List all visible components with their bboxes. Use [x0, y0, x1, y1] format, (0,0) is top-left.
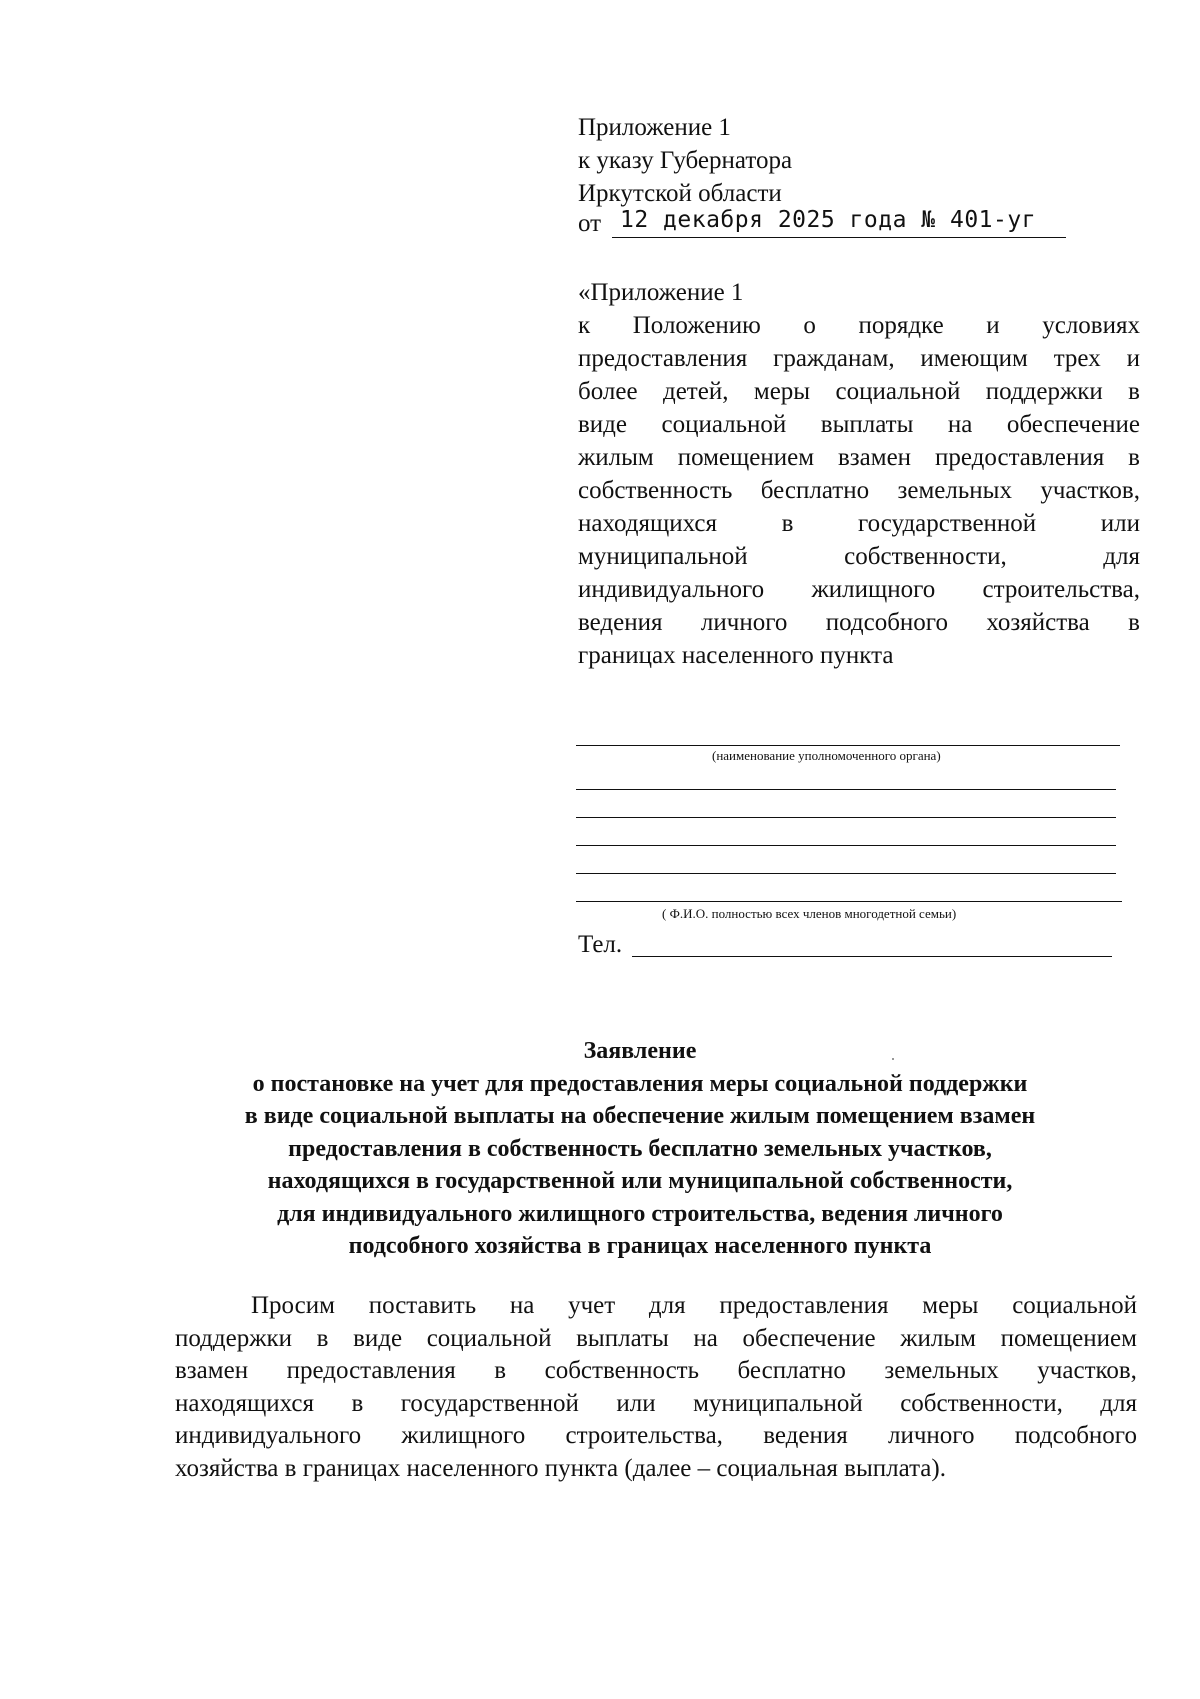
text-line [578, 540, 1140, 573]
word: в [1128, 444, 1140, 471]
header-line-region: Иркутской области [578, 180, 782, 207]
text-line [578, 507, 1140, 540]
word: имеющим [920, 345, 1028, 372]
title-line: для индивидуального жилищного строительства, ведения личного [277, 1200, 1003, 1227]
word: хозяйства [986, 609, 1090, 636]
word: собственность [544, 1357, 700, 1384]
text-line [578, 408, 1140, 441]
word: в [781, 510, 794, 537]
word: строительства, [565, 1422, 723, 1449]
word: бесплатно [760, 477, 870, 504]
appendix-text [578, 309, 1140, 639]
appendix-title: «Приложение 1 [578, 279, 744, 306]
word: участков, [1040, 477, 1140, 504]
word: для [1103, 543, 1140, 570]
text-line [175, 1323, 1137, 1356]
word: государственной [400, 1389, 579, 1417]
word: в [351, 1389, 364, 1417]
word: Просим [251, 1292, 335, 1319]
title-line: предоставления в собственность бесплатно земельных участков, [288, 1135, 992, 1162]
application-body [175, 1290, 1137, 1485]
word: более [578, 378, 638, 405]
word: личного [700, 609, 788, 636]
text-line [175, 1290, 1137, 1323]
tel-label: Тел. [578, 931, 623, 958]
word: земельных [897, 477, 1012, 504]
body-last-line: хозяйства в границах населенного пункта (далее – социальная выплата). [175, 1454, 946, 1482]
word: трех [1053, 345, 1101, 372]
word: муниципальной [578, 543, 748, 570]
word: жилищного [401, 1422, 526, 1449]
text-line [578, 474, 1140, 507]
word: поддержки [985, 378, 1103, 405]
word: земельных [884, 1357, 999, 1384]
text-line [578, 573, 1140, 606]
word: находящихся [175, 1389, 315, 1417]
word: социальной [1012, 1292, 1137, 1319]
word: и [1126, 345, 1140, 372]
word: в [316, 1324, 329, 1352]
word: помещением [677, 444, 815, 471]
word: в [1128, 609, 1140, 636]
word: жилым [900, 1324, 976, 1352]
word: на [693, 1324, 718, 1352]
family-name-line-3[interactable] [576, 845, 1116, 846]
word: или [1100, 510, 1140, 537]
word: в [1128, 378, 1140, 405]
text-line [578, 342, 1140, 375]
text-line [175, 1355, 1137, 1388]
word: Положению [632, 312, 761, 339]
family-caption: ( Ф.И.О. полностью всех членов многодетной семьи) [662, 906, 957, 921]
text-line [578, 309, 1140, 342]
word: обеспечение [1006, 411, 1140, 438]
word: жилым [578, 444, 654, 471]
word: для [1100, 1389, 1137, 1417]
word: в [494, 1357, 507, 1384]
word: взамен [837, 444, 912, 471]
application-title [160, 1035, 1120, 1263]
word: учет [568, 1292, 616, 1319]
word: детей, [662, 378, 729, 405]
word: помещением [1000, 1324, 1137, 1352]
text-line [578, 375, 1140, 408]
tel-input-line[interactable] [632, 956, 1112, 957]
word: собственности, [900, 1389, 1063, 1417]
appendix-reference [578, 276, 1140, 672]
family-name-line-2[interactable] [576, 817, 1116, 818]
family-name-line-4[interactable] [576, 873, 1116, 874]
word: обеспечение [742, 1324, 876, 1352]
word: личного [888, 1422, 975, 1449]
word: социальной [661, 411, 787, 438]
word: на [947, 411, 973, 438]
title-line: в виде социальной выплаты на обеспечение жилым помещением взамен [244, 1103, 1036, 1129]
word: меры [753, 378, 811, 405]
word: гражданам, [773, 345, 895, 372]
appendix-header [578, 111, 1078, 210]
word: порядке [858, 312, 944, 339]
word: ведения [763, 1422, 848, 1449]
word: социальной [426, 1324, 552, 1352]
word: социальной [835, 378, 961, 405]
word: собственность [578, 477, 733, 504]
application-heading: Заявление [583, 1038, 697, 1064]
body-paragraph [175, 1290, 1137, 1453]
word: строительства, [982, 576, 1140, 603]
title-line: находящихся в государственной или муниципальной собственности, [267, 1168, 1013, 1194]
organ-caption: (наименование уполномоченного органа) [712, 748, 941, 763]
text-line [175, 1420, 1137, 1453]
word: выплаты [576, 1324, 669, 1352]
text-line [578, 606, 1140, 639]
word: индивидуального [578, 576, 765, 603]
word: подсобного [1014, 1422, 1137, 1449]
family-name-line-1[interactable] [576, 789, 1116, 790]
word: меры [922, 1292, 979, 1319]
decree-date-line [578, 205, 1058, 239]
word: выплаты [820, 411, 914, 438]
word: или [616, 1389, 656, 1417]
word: жилищного [811, 576, 936, 603]
word: предоставления [719, 1292, 889, 1319]
word: предоставления [578, 345, 748, 372]
header-line-decree: к указу Губернатора [578, 147, 793, 174]
word: предоставления [934, 444, 1105, 471]
word: для [648, 1292, 686, 1319]
word: муниципальной [693, 1389, 863, 1417]
word: к [578, 312, 591, 339]
word: участков, [1037, 1357, 1137, 1384]
word: о [803, 312, 816, 339]
date-prefix: от [578, 210, 602, 237]
decree-date-value: 12 декабря 2025 года № 401-уг [612, 205, 1066, 238]
word: виде [353, 1324, 403, 1352]
word: государственной [858, 510, 1037, 537]
word: и [986, 312, 1000, 339]
word: индивидуального [175, 1422, 362, 1449]
word: собственности, [844, 543, 1007, 570]
word: условиях [1042, 312, 1140, 339]
text-line [578, 441, 1140, 474]
word: ведения [578, 609, 663, 636]
word: поддержки [175, 1324, 292, 1352]
text-line [175, 1388, 1137, 1421]
word: виде [578, 411, 627, 438]
appendix-last-line: границах населенного пункта [578, 642, 894, 669]
word: находящихся [578, 510, 718, 537]
header-line-appendix: Приложение 1 [578, 114, 731, 141]
word: подсобного [825, 609, 948, 636]
word: взамен [175, 1357, 249, 1384]
title-line: о постановке на учет для предоставления меры социальной поддержки [252, 1070, 1028, 1097]
word: на [509, 1292, 535, 1319]
title-line: подсобного хозяйства в границах населенного пункта [348, 1233, 932, 1259]
word: поставить [368, 1292, 477, 1319]
word: предоставления [286, 1357, 456, 1384]
family-name-line-5[interactable] [576, 901, 1122, 902]
word: бесплатно [737, 1357, 846, 1384]
organ-name-line[interactable] [576, 745, 1120, 746]
